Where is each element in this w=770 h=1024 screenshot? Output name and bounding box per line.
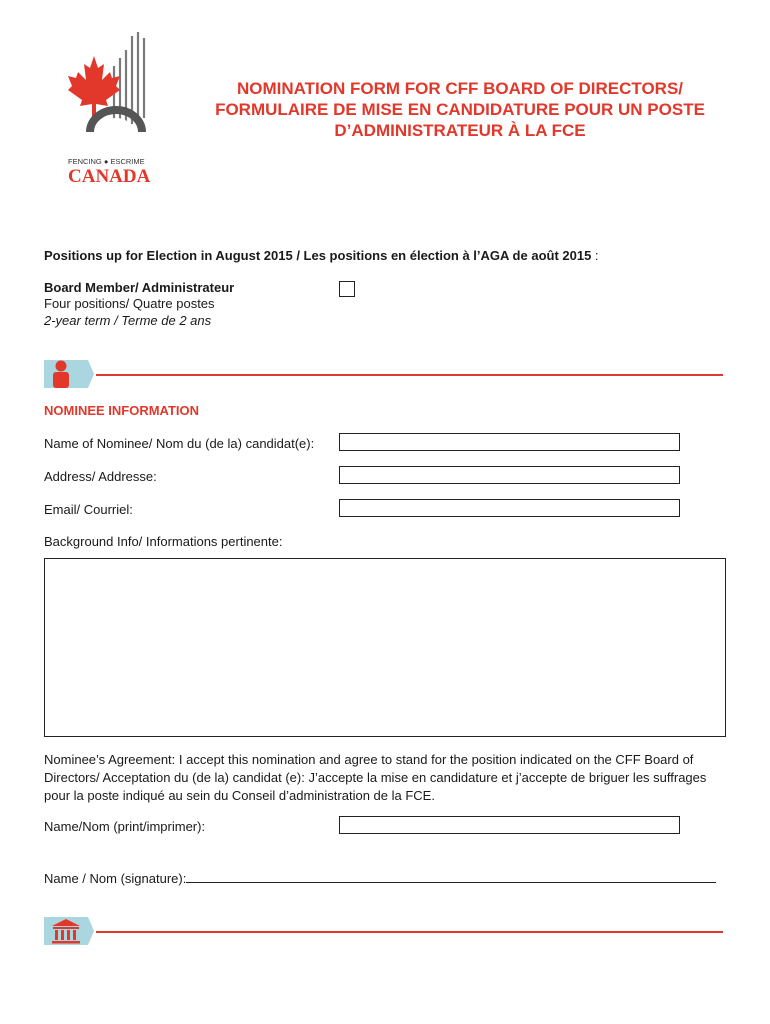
nominee-name-label: Name of Nominee/ Nom du (de la) candidat(e): <box>44 436 315 451</box>
positions-count: Four positions/ Quatre postes <box>44 296 215 311</box>
form-title-line2: FORMULAIRE DE MISE EN CANDIDATURE POUR UN POSTE <box>215 100 705 119</box>
address-label: Address/ Addresse: <box>44 469 157 484</box>
agreement-line-2: Directors/ Acceptation du (de la) candidat (e): J’accepte la mise en candidature et j’accepte de briguer les suffrages <box>44 770 707 785</box>
background-info-label: Background Info/ Informations pertinente: <box>44 534 283 549</box>
form-title-line1: NOMINATION FORM FOR CFF BOARD OF DIRECTORS/ <box>236 79 684 98</box>
board-member-label: Board Member/ Administrateur <box>44 280 235 295</box>
section-divider <box>96 374 723 376</box>
signature-label: Name / Nom (signature): <box>44 871 187 886</box>
email-label: Email/ Courriel: <box>44 502 133 517</box>
fencing-canada-logo <box>60 28 170 186</box>
term-length: 2-year term / Terme de 2 ans <box>44 313 212 328</box>
email-field[interactable] <box>339 499 680 517</box>
background-info-textarea[interactable] <box>44 558 726 737</box>
positions-heading-suffix: : <box>591 248 599 263</box>
positions-heading-text: Positions up for Election in August 2015 / Les positions en élection à l’AGA de août 2015 <box>44 248 592 263</box>
address-field[interactable] <box>339 466 680 484</box>
print-name-label: Name/Nom (print/imprimer): <box>44 819 206 834</box>
agreement-line-3: pour la poste indiqué au sein du Conseil d’administration de la FCE. <box>44 788 435 803</box>
form-title-line3: D’ADMINISTRATEUR À LA FCE <box>334 121 586 140</box>
person-banner-icon <box>44 360 94 388</box>
nominee-section-title: NOMINEE INFORMATION <box>44 403 200 418</box>
building-banner-icon <box>44 917 94 945</box>
logo-tagline: FENCING ● ESCRIME <box>68 157 145 166</box>
board-member-checkbox[interactable] <box>339 281 355 297</box>
signature-row <box>44 868 716 887</box>
logo-wordmark: CANADA <box>68 166 151 186</box>
signature-line[interactable] <box>186 868 716 883</box>
agreement-line-1: Nominee’s Agreement: I accept this nomination and agree to stand for the position indicated on the CFF Board of <box>44 752 694 767</box>
print-name-field[interactable] <box>339 816 680 834</box>
positions-heading <box>44 248 599 264</box>
nominee-name-field[interactable] <box>339 433 680 451</box>
footer-divider <box>96 931 723 933</box>
nominee-agreement-text <box>44 751 734 805</box>
